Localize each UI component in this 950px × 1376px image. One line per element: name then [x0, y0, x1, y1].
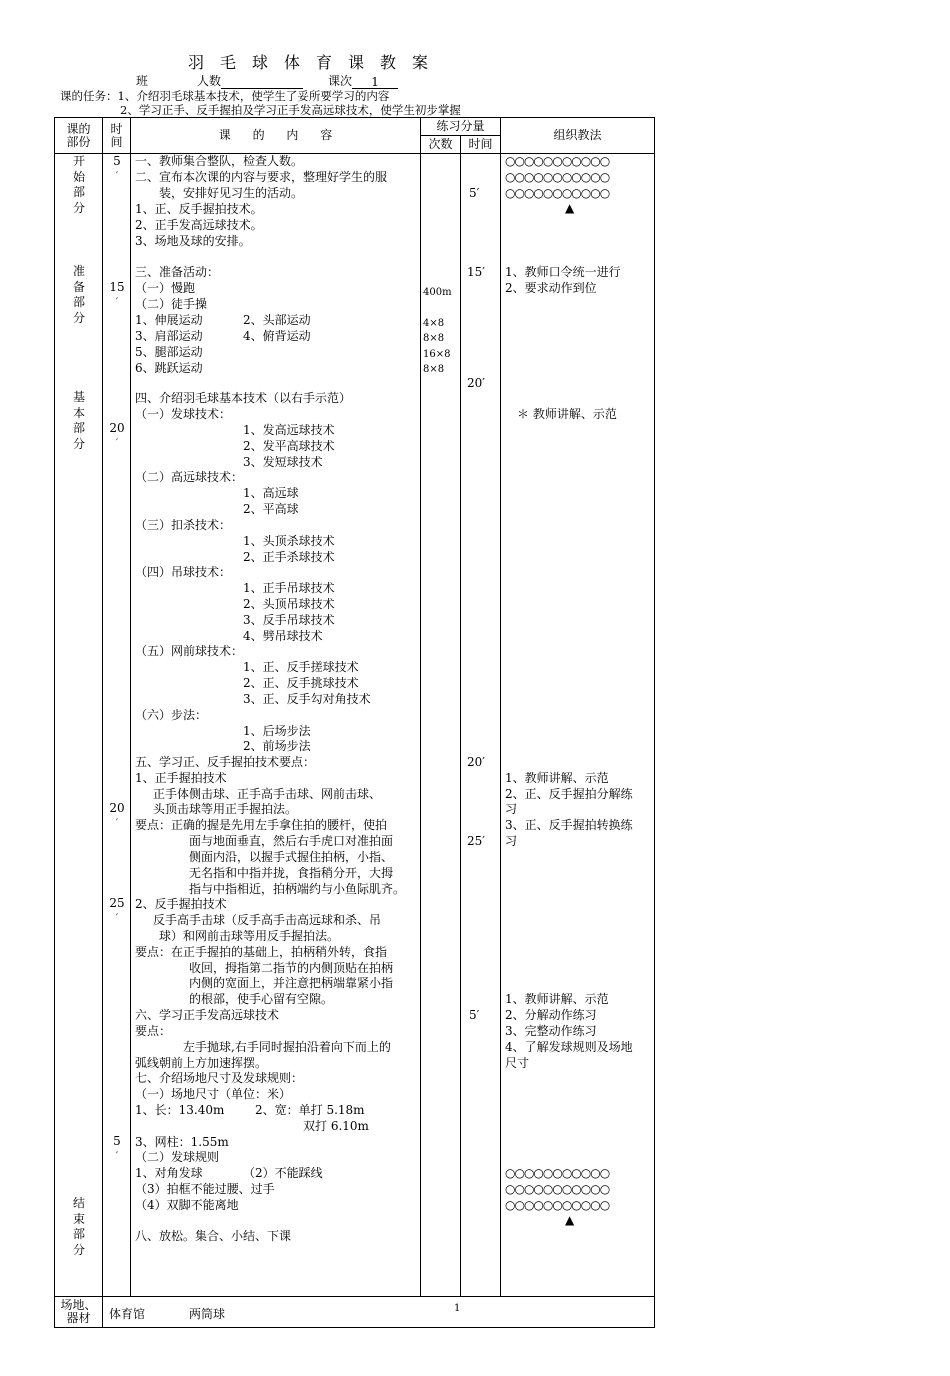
content-line: 左手抛球,右手同时握拍沿着向下而上的: [183, 1040, 391, 1054]
content-line: 6、跳跃运动: [135, 361, 203, 375]
student-count-field: [197, 72, 303, 89]
content-line: 2、正、反手挑球技术: [243, 676, 359, 690]
content-line: 二、宣布本次课的内容与要求，整理好学生的服: [135, 170, 388, 184]
time-end: 5 ′: [113, 1134, 121, 1162]
section-end: 结 束 部 分: [72, 1196, 85, 1257]
content-line: 2、反手握拍技术: [135, 897, 227, 911]
content-line: 2、正手发高远球技术。: [135, 218, 263, 232]
content-line: 1、伸展运动: [135, 313, 203, 327]
method-line: 3、完整动作练习: [505, 1024, 597, 1038]
load-time-value: 20′: [467, 755, 485, 769]
lesson-number-value: 1: [352, 75, 398, 89]
formation-row: ○○○○○○○○○○○: [505, 1198, 610, 1212]
content-line: 双打 6.10m: [303, 1119, 369, 1133]
content-line: 八、放松。集合、小结、下课: [135, 1229, 292, 1243]
content-line: 面与地面垂直，然后右手虎口对准拍面: [189, 834, 394, 848]
method-line: ＊ 教师讲解、示范: [517, 407, 617, 421]
method-line: 习: [505, 834, 518, 848]
lesson-plan-table: [54, 117, 655, 1328]
content-line: 六、学习正手发高远球技术: [135, 1008, 280, 1022]
content-line: 要点：: [135, 1024, 172, 1038]
content-line: 1、头顶杀球技术: [243, 534, 335, 548]
formation-row: ○○○○○○○○○○○: [505, 154, 610, 168]
section-basic: 基 本 部 分: [72, 390, 85, 451]
lesson-number-field: [328, 72, 398, 89]
time-prep: 15 ′: [109, 280, 125, 308]
content-line: 4、俯背运动: [243, 329, 311, 343]
header-count: 次数: [421, 136, 461, 154]
formation-row: ○○○○○○○○○○○: [505, 186, 610, 200]
load-time-column: [461, 154, 501, 1297]
content-line: （一）发球技术：: [135, 407, 232, 421]
load-time-value: 5′: [469, 186, 480, 200]
content-line: 收回，拇指第二指节的内侧顶贴在拍柄: [189, 961, 394, 975]
content-line: 的根部，使手心留有空隙。: [189, 992, 334, 1006]
content-line: （二）发球规则: [135, 1150, 220, 1164]
content-line: 1、正手吊球技术: [243, 581, 335, 595]
content-line: 1、长：13.40m: [135, 1103, 225, 1117]
content-line: （六）步法：: [135, 708, 208, 722]
count-value: 4×8: [423, 318, 445, 329]
teacher-marker-icon: ▲: [565, 201, 575, 215]
formation-row: ○○○○○○○○○○○: [505, 1166, 610, 1180]
student-count-label: 人数: [197, 74, 222, 88]
time-basic: 20 ′: [109, 421, 125, 449]
content-line: 无名指和中指并拢，食指稍分开，大拇: [189, 866, 394, 880]
content-line: （五）网前球技术：: [135, 644, 244, 658]
content-line: 反手高手击球（反手高手击高远球和杀、吊: [153, 913, 382, 927]
method-line: 1、教师讲解、示范: [505, 992, 609, 1006]
time-backhand: 25 ′: [109, 896, 125, 924]
content-line: 一、教师集合整队，检查人数。: [135, 154, 304, 168]
content-line: 3、肩部运动: [135, 329, 203, 343]
content-line: 2、发平高球技术: [243, 439, 335, 453]
load-time-value: 5′: [469, 1008, 480, 1022]
content-column: [131, 154, 421, 1297]
content-line: 内侧的宽面上，并注意把柄端靠紧小指: [189, 976, 394, 990]
count-value: 8×8: [423, 364, 445, 375]
content-line: （四）吊球技术：: [135, 565, 232, 579]
content-line: 1、高远球: [243, 486, 299, 500]
content-line: （一）慢跑: [135, 281, 196, 295]
content-line: 1、发高远球技术: [243, 423, 335, 437]
content-line: 头顶击球等用正手握拍法。: [153, 802, 298, 816]
lesson-number-label: 课次: [328, 74, 353, 88]
time-start: 5 ′: [113, 154, 121, 182]
content-line: 四、介绍羽毛球基本技术（以右手示范）: [135, 391, 352, 405]
content-line: 4、劈吊球技术: [243, 629, 323, 643]
task-line-1: 课的任务：1、介绍羽毛球基本技术，使学生了妥所要学习的内容: [60, 89, 390, 103]
method-column: [501, 154, 655, 1297]
method-line: 2、分解动作练习: [505, 1008, 597, 1022]
content-line: （二）徒手操: [135, 297, 208, 311]
content-line: 1、正、反手搓球技术: [243, 660, 359, 674]
equipment: 两筒球: [189, 1307, 226, 1321]
header-load: 练习分量: [421, 118, 501, 136]
content-line: 2、前场步法: [243, 739, 311, 753]
content-line: 3、网柱：1.55m: [135, 1135, 229, 1149]
content-line: （三）扣杀技术：: [135, 518, 232, 532]
method-line: 习: [505, 802, 518, 816]
load-time-value: 20′: [467, 376, 485, 390]
header-method: 组织教法: [501, 118, 655, 154]
method-line: 3、正、反手握拍转换练: [505, 818, 633, 832]
content-line: 五、学习正、反手握拍技术要点：: [135, 755, 316, 769]
section-start: 开 始 部 分: [72, 154, 85, 215]
header-content: 课 的 内 容: [131, 118, 421, 154]
content-line: 2、正手杀球技术: [243, 550, 335, 564]
time-grip: 20 ′: [109, 801, 125, 829]
content-line: 球）和网前击球等用反手握拍法。: [159, 929, 340, 943]
content-line: 3、场地及球的安排。: [135, 234, 251, 248]
content-line: 2、平高球: [243, 502, 299, 516]
method-line: 尺寸: [505, 1056, 530, 1070]
content-line: 弧线朝前上方加速挥摆。: [135, 1056, 268, 1070]
content-line: 七、介绍场地尺寸及发球规则：: [135, 1071, 304, 1085]
time-column: [103, 154, 131, 1297]
method-line: 1、教师口令统一进行: [505, 265, 621, 279]
method-line: 2、正、反手握拍分解练: [505, 787, 633, 801]
content-line: 指与中指相近，拍柄端约与小鱼际肌齐。: [189, 882, 406, 896]
teacher-marker-icon: ▲: [565, 1213, 575, 1227]
task-line-2: 2、学习正手、反手握拍及学习正手发高远球技术，使学生初步掌握: [120, 103, 461, 117]
count-value: 400m: [423, 287, 452, 298]
content-line: （3）拍框不能过腰、过手: [135, 1182, 275, 1196]
content-line: （二）高远球技术：: [135, 470, 244, 484]
method-line: 2、要求动作到位: [505, 281, 597, 295]
page-title: 羽毛球体育课教案: [188, 53, 445, 72]
content-line: （一）场地尺寸（单位：米）: [135, 1087, 292, 1101]
method-line: 1、教师讲解、示范: [505, 771, 609, 785]
content-line: 要点：正确的握是先用左手拿住拍的腰杆，使拍: [135, 818, 388, 832]
venue: 体育馆: [109, 1307, 146, 1321]
header-part: 课的 部份: [55, 118, 103, 154]
footer-label: 场地、 器材: [55, 1297, 103, 1328]
content-line: 1、后场步法: [243, 724, 311, 738]
header-time: 时 间: [103, 118, 131, 154]
content-line: 侧面内沿，以握手式握住拍柄，小指、: [189, 850, 394, 864]
formation-row: ○○○○○○○○○○○: [505, 1182, 610, 1196]
method-line: 4、了解发球规则及场地: [505, 1040, 633, 1054]
count-column: [421, 154, 461, 1297]
content-line: 1、正手握拍技术: [135, 771, 227, 785]
content-line: （4）双脚不能离地: [135, 1198, 239, 1212]
content-line: 2、头部运动: [243, 313, 311, 327]
part-column: [55, 154, 103, 1297]
count-value: 16×8: [423, 349, 451, 360]
content-line: 3、发短球技术: [243, 455, 323, 469]
content-line: 3、正、反手勾对角技术: [243, 692, 371, 706]
content-line: 1、正、反手握拍技术。: [135, 202, 263, 216]
content-line: 正手体侧击球、正手高手击球、网前击球、: [153, 787, 382, 801]
header-load-time: 时间: [461, 136, 501, 154]
content-line: 3、反手吊球技术: [243, 613, 335, 627]
load-time-value: 15′: [467, 265, 485, 279]
load-time-value: 25′: [467, 834, 485, 848]
formation-row: ○○○○○○○○○○○: [505, 170, 610, 184]
content-line: 2、头顶吊球技术: [243, 597, 335, 611]
footer-content: [103, 1297, 655, 1328]
content-line: 三、准备活动：: [135, 265, 220, 279]
page-number: 1: [454, 1303, 461, 1314]
section-prep: 准 备 部 分: [72, 264, 85, 325]
content-line: 装，安排好见习生的活动。: [159, 186, 304, 200]
content-line: 5、腿部运动: [135, 345, 203, 359]
content-line: （2）不能踩线: [243, 1166, 323, 1180]
content-line: 2、宽：单打 5.18m: [255, 1103, 365, 1117]
class-label: 班: [136, 74, 149, 88]
content-line: 要点：在正手握拍的基础上，拍柄稍外转，食指: [135, 945, 388, 959]
count-value: 8×8: [423, 333, 445, 344]
content-line: 1、对角发球: [135, 1166, 203, 1180]
